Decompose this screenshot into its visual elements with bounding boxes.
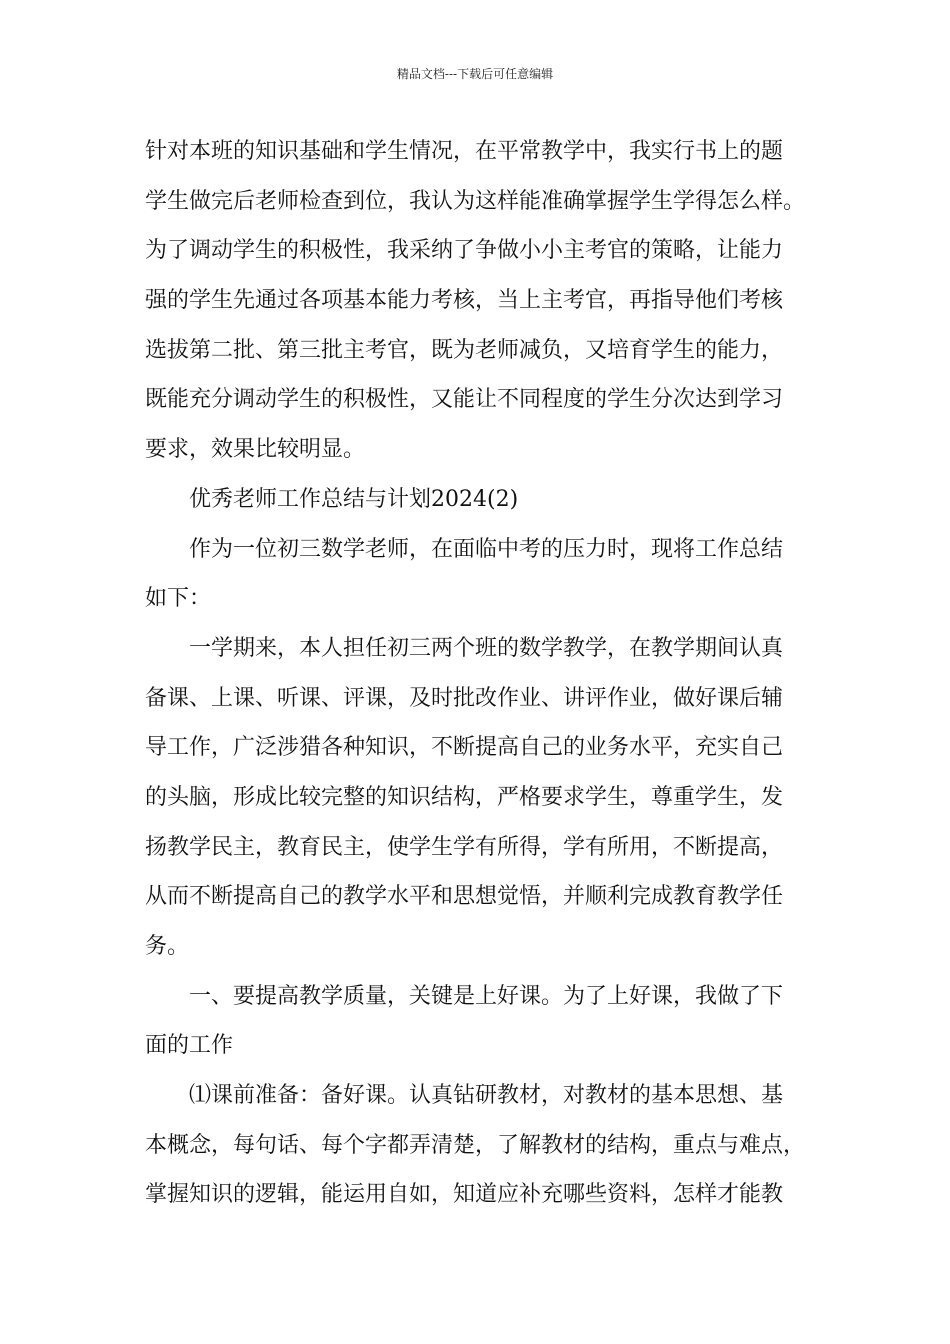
text-line: 的头脑，形成比较完整的知识结构，严格要求学生，尊重学生，发	[145, 784, 784, 810]
text-line: ⑴课前准备：备好课。认真钻研教材，对教材的基本思想、基	[189, 1083, 784, 1109]
text-line: 掌握知识的逻辑，能运用自如，知道应补充哪些资料，怎样才能教	[145, 1182, 784, 1208]
document-body	[145, 127, 815, 1220]
text-line: 如下：	[145, 586, 212, 612]
text-line: 扬教学民主，教育民主，使学生学有所得，学有所用，不断提高，	[145, 834, 784, 860]
text-line: 作为一位初三数学老师，在面临中考的压力时，现将工作总结	[189, 536, 784, 562]
text-line: 备课、上课、听课、评课，及时批改作业、讲评作业，做好课后辅	[145, 685, 784, 711]
text-line: 既能充分调动学生的积极性，又能让不同程度的学生分次达到学习	[145, 387, 784, 413]
text-line: 一、要提高教学质量，关键是上好课。为了上好课，我做了下	[189, 983, 784, 1009]
text-line: 强的学生先通过各项基本能力考核，当上主考官，再指导他们考核	[145, 288, 784, 314]
page-header: 精品文档---下载后可任意编辑	[396, 67, 554, 81]
text-line: 本概念，每句话、每个字都弄清楚，了解教材的结构，重点与难点，	[145, 1132, 806, 1158]
text-line: 优秀老师工作总结与计划2024(2)	[189, 486, 519, 512]
text-line: 学生做完后老师检查到位，我认为这样能准确掌握学生学得怎么样。	[145, 188, 806, 214]
text-line: 面的工作	[145, 1033, 234, 1059]
text-line: 一学期来，本人担任初三两个班的数学教学，在教学期间认真	[189, 635, 784, 661]
text-line: 针对本班的知识基础和学生情况，在平常教学中，我实行书上的题	[145, 139, 784, 164]
text-line: 导工作，广泛涉猎各种知识，不断提高自己的业务水平，充实自己	[145, 735, 784, 761]
text-line: 选拔第二批、第三批主考官，既为老师减负，又培育学生的能力，	[145, 337, 784, 363]
text-line: 务。	[145, 934, 190, 959]
text-line: 为了调动学生的积极性，我采纳了争做小小主考官的策略，让能力	[145, 238, 784, 264]
text-line: 要求，效果比较明显。	[145, 437, 366, 463]
text-line: 从而不断提高自己的教学水平和思想觉悟，并顺利完成教育教学任	[145, 884, 784, 910]
